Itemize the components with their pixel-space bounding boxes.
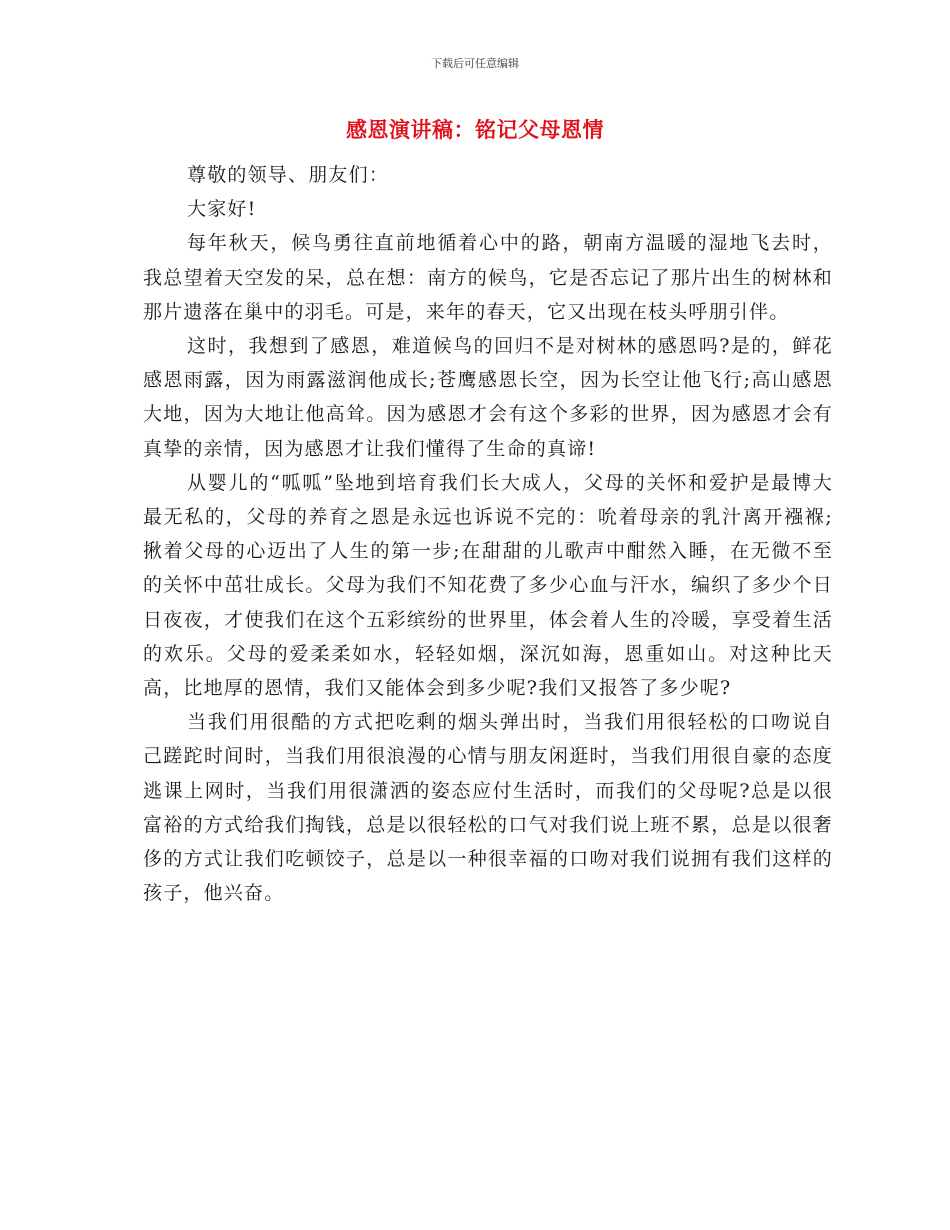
- paragraph-salutation: 尊敬的领导、朋友们：: [187, 164, 390, 186]
- document-body: [143, 158, 833, 910]
- paragraph-gratitude: 这时，我想到了感恩，难道候鸟的回归不是对树林的感恩吗?是的，鲜花感恩雨露，因为雨露滋润他成长;苍鹰感恩长空，因为长空让他飞行;高山感恩大地，因为大地让他高耸。因为感恩才会有这个多彩的世界，因为感恩才会有真挚的亲情，因为感恩才让我们懂得了生命的真谛!: [143, 335, 833, 460]
- paragraph-parents-love: 从婴儿的“呱呱”坠地到培育我们长大成人，父母的关怀和爱护是最博大最无私的，父母的养育之恩是永远也诉说不完的：吮着母亲的乳汁离开襁褓;揪着父母的心迈出了人生的第一步;在甜甜的儿歌声中酣然入睡，在无微不至的关怀中茁壮成长。父母为我们不知花费了多少心血与汗水，编织了多少个日日夜夜，才使我们在这个五彩缤纷的世界里，体会着人生的冷暖，享受着生活的欢乐。父母的爱柔柔如水，轻轻如烟，深沉如海，恩重如山。对这种比天高，比地厚的恩情，我们又能体会到多少呢?我们又报答了多少呢?: [143, 471, 833, 700]
- header-note: 下载后可任意编辑: [431, 57, 519, 70]
- paragraph-migratory-birds: 每年秋天，候鸟勇往直前地循着心中的路，朝南方温暖的湿地飞去时，我总望着天空发的呆，总在想：南方的候鸟，它是否忘记了那片出生的树林和那片遗落在巢中的羽毛。可是，来年的春天，它又出现在枝头呼朋引伴。: [143, 232, 833, 323]
- paragraph-greeting: 大家好!: [187, 198, 257, 221]
- page-title: 感恩演讲稿：铭记父母恩情: [346, 118, 604, 142]
- paragraph-contrast: 当我们用很酷的方式把吃剩的烟头弹出时，当我们用很轻松的口吻说自己蹉跎时间时，当我们用很浪漫的心情与朋友闲逛时，当我们用很自豪的态度逃课上网时，当我们用很潇洒的姿态应付生活时，而我们的父母呢?总是以很富裕的方式给我们掏钱，总是以很轻松的口气对我们说上班不累，总是以很奢侈的方式让我们吃顿饺子，总是以一种很幸福的口吻对我们说拥有我们这样的孩子，他兴奋。: [143, 711, 833, 905]
